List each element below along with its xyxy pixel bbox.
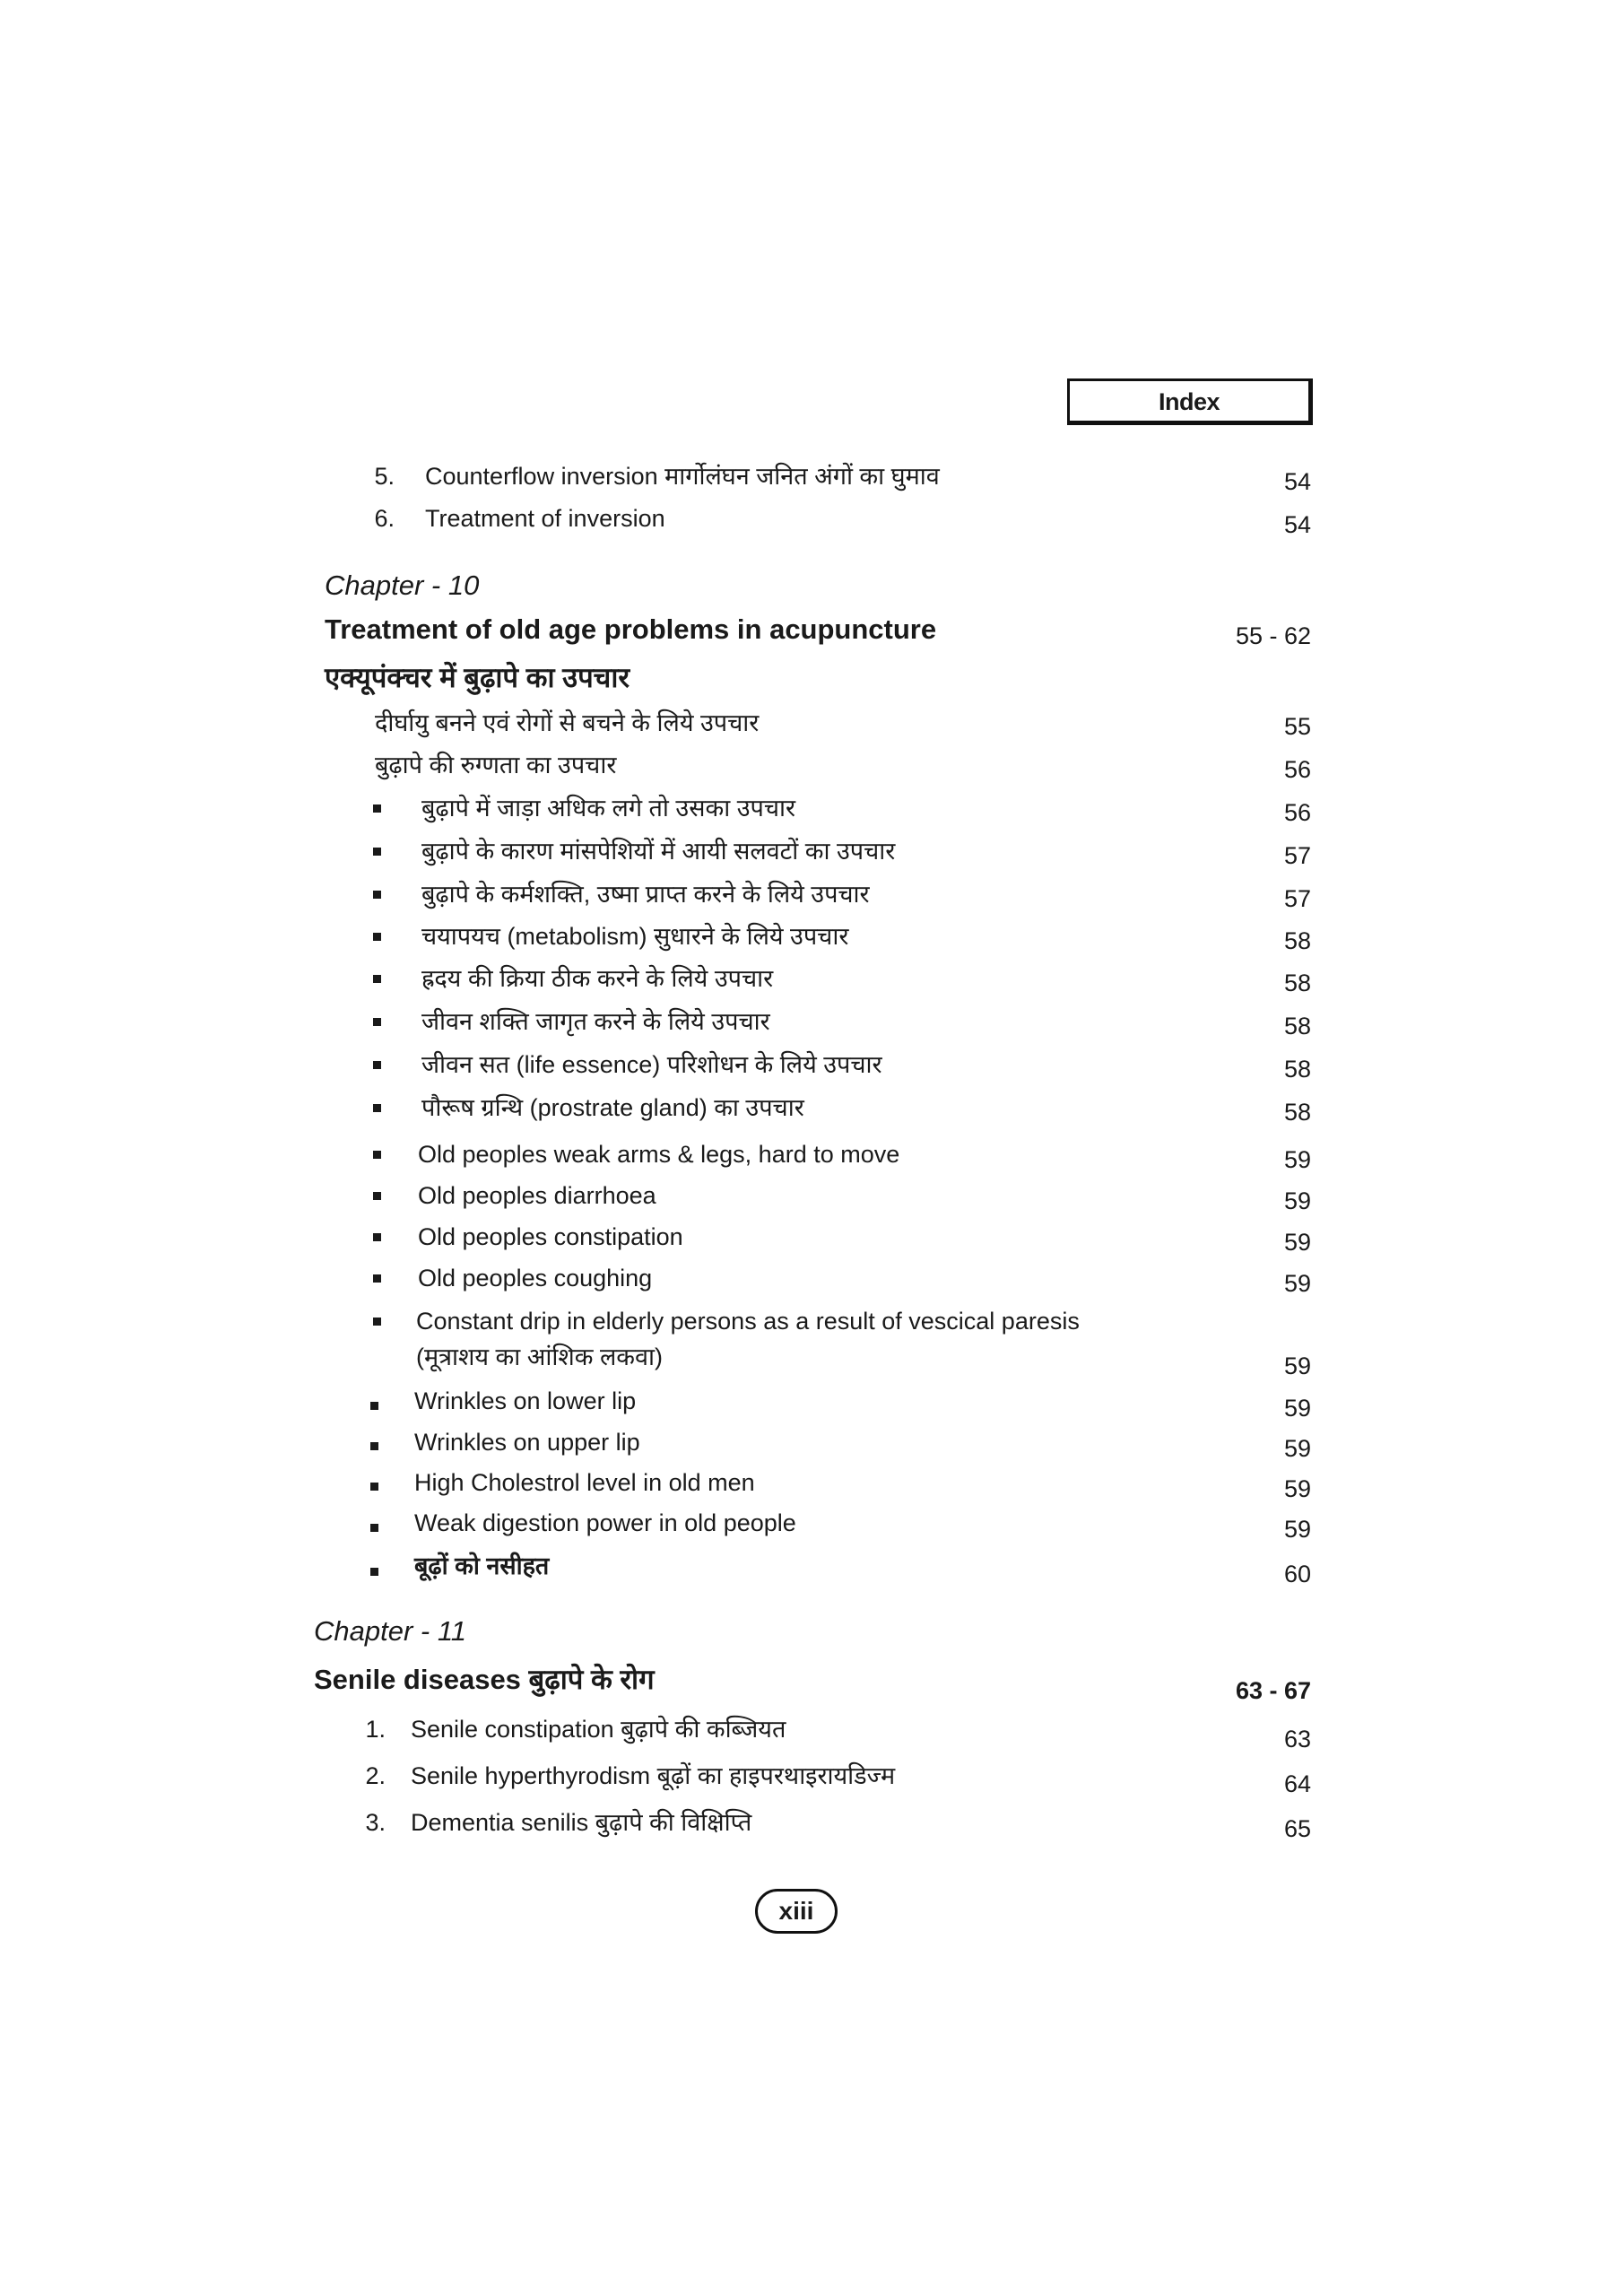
list-item-text: Old peoples constipation: [418, 1223, 683, 1250]
chapter-page-range: 63 - 67: [1235, 1677, 1311, 1704]
list-item-text: High Cholestrol level in old men: [414, 1469, 755, 1496]
page-number: 58: [1283, 1013, 1311, 1039]
page-number: 59: [1283, 1516, 1311, 1543]
page-number: 59: [1283, 1352, 1311, 1379]
bullet-icon: [373, 1104, 381, 1112]
bullet-icon: [373, 848, 381, 856]
page-footer-number: xiii: [755, 1889, 838, 1934]
page-number: 59: [1283, 1435, 1311, 1462]
bullet-icon: [373, 891, 381, 899]
bullet-icon: [373, 1274, 381, 1283]
page-number: 65: [1283, 1815, 1311, 1842]
bullet-icon: [373, 1151, 381, 1159]
page-number: 59: [1283, 1146, 1311, 1173]
list-item-text: Constant drip in elderly persons as a result of vescical paresis: [416, 1308, 1080, 1335]
page-number: 59: [1283, 1187, 1311, 1214]
bullet-icon: [373, 1061, 381, 1069]
list-item-text: Weak digestion power in old people: [414, 1509, 796, 1536]
chapter-label: Chapter - 11: [314, 1615, 467, 1647]
item-text: Senile constipation बुढ़ापे की कब्जियत: [411, 1716, 786, 1743]
item-number: 1.: [365, 1716, 386, 1743]
list-item-text: Old peoples weak arms & legs, hard to move: [418, 1141, 900, 1168]
bullet-icon: [370, 1442, 378, 1450]
list-item-text: बुढ़ापे की रुग्णता का उपचार: [375, 752, 617, 778]
page-number: 59: [1283, 1229, 1311, 1256]
item-number: 5.: [374, 463, 395, 490]
chapter-page-range: 55 - 62: [1235, 622, 1311, 649]
page-number: 58: [1283, 970, 1311, 996]
bullet-icon: [373, 1318, 381, 1326]
item-number: 6.: [374, 505, 395, 532]
chapter-label: Chapter - 10: [325, 570, 480, 601]
page-number: 63: [1283, 1726, 1311, 1752]
list-item-text: बूढ़ों को नसीहत: [414, 1552, 550, 1579]
page-number: 64: [1283, 1770, 1311, 1797]
list-item-text: Old peoples diarrhoea: [418, 1182, 656, 1209]
bullet-icon: [373, 933, 381, 941]
page-number: 54: [1283, 511, 1311, 538]
page-number: 55: [1283, 713, 1311, 740]
item-number: 2.: [365, 1762, 386, 1789]
list-item-text: बुढ़ापे के कारण मांसपेशियों में आयी सलवटों का उपचार: [421, 838, 896, 865]
bullet-icon: [370, 1524, 378, 1532]
list-item-text: पौरूष ग्रन्थि (prostrate gland) का उपचार: [421, 1094, 804, 1121]
chapter-hindi-title: एक्यूपंक्चर में बुढ़ापे का उपचार: [325, 662, 630, 693]
list-item-text: Old peoples coughing: [418, 1265, 653, 1292]
item-number: 3.: [365, 1809, 386, 1836]
list-item-text: Wrinkles on lower lip: [414, 1387, 637, 1414]
page-number: 58: [1283, 927, 1311, 954]
page-number: 56: [1283, 799, 1311, 826]
item-text: Dementia senilis बुढ़ापे की विक्षिप्ति: [411, 1809, 752, 1836]
chapter-title: Treatment of old age problems in acupuncture: [325, 613, 937, 645]
page-number: 59: [1283, 1270, 1311, 1297]
bullet-icon: [373, 1233, 381, 1241]
page-number: 59: [1283, 1475, 1311, 1502]
bullet-icon: [373, 975, 381, 983]
list-item-text: चयापयच (metabolism) सुधारने के लिये उपचार: [421, 923, 849, 950]
list-item-text: बुढ़ापे के कर्मशक्ति, उष्मा प्राप्त करने के लिये उपचार: [421, 881, 870, 908]
item-text: Senile hyperthyrodism बूढ़ों का हाइपरथाइरायडिज्म: [411, 1762, 896, 1789]
chapter-title: Senile diseases बुढ़ापे के रोग: [314, 1664, 655, 1695]
page-number: 58: [1283, 1099, 1311, 1126]
page-number: 57: [1283, 885, 1311, 912]
page-number: 57: [1283, 842, 1311, 869]
item-text: Counterflow inversion मार्गोलंघन जनित अंगों का घुमाव: [425, 463, 940, 490]
list-item-text: जीवन शक्ति जागृत करने के लिये उपचार: [421, 1008, 770, 1035]
bullet-icon: [370, 1483, 378, 1491]
item-text: Treatment of inversion: [425, 505, 665, 532]
bullet-icon: [373, 804, 381, 813]
page-number: 58: [1283, 1056, 1311, 1083]
list-item-text: बुढ़ापे में जाड़ा अधिक लगे तो उसका उपचार: [421, 795, 796, 822]
bullet-icon: [370, 1568, 378, 1576]
list-item-text-continued: (मूत्राशय का आंशिक लकवा): [416, 1344, 664, 1370]
list-item-text: जीवन सत (life essence) परिशोधन के लिये उपचार: [421, 1051, 882, 1078]
page-number: 59: [1283, 1395, 1311, 1422]
page-number: 56: [1283, 756, 1311, 783]
list-item-text: Wrinkles on upper lip: [414, 1429, 640, 1456]
index-header-box: Index: [1067, 378, 1313, 425]
page-number: 54: [1283, 468, 1311, 495]
bullet-icon: [373, 1192, 381, 1200]
bullet-icon: [370, 1402, 378, 1410]
bullet-icon: [373, 1018, 381, 1026]
list-item-text: ह्रदय की क्रिया ठीक करने के लिये उपचार: [421, 965, 774, 992]
list-item-text: दीर्घायु बनने एवं रोगों से बचने के लिये उपचार: [375, 709, 760, 736]
page-number: 60: [1283, 1561, 1311, 1587]
